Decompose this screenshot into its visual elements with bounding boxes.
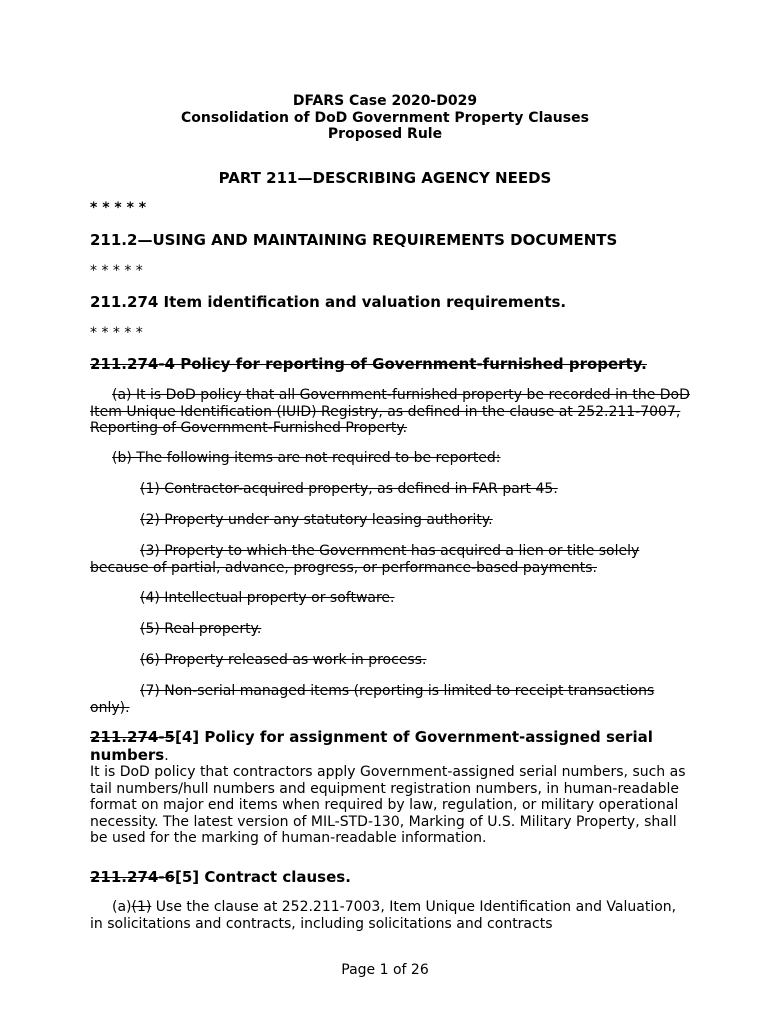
part-title: PART 211—DESCRIBING AGENCY NEEDS [218, 169, 552, 187]
document-header [90, 93, 680, 143]
list-item-text: (1) Contractor-acquired property, as defined in FAR part 45. [140, 481, 558, 497]
stars-separator: * * * * * [90, 263, 143, 279]
section-274-4-title: 211.274-4 Policy for reporting of Government-furnished property. [90, 355, 647, 373]
inserted-number: [5] [174, 868, 200, 886]
list-item [90, 543, 690, 576]
deleted-label: (1) [131, 899, 152, 915]
section-274-5-heading [90, 728, 653, 764]
document-title: Consolidation of DoD Government Property Clauses [181, 109, 589, 126]
paragraph-b-text: (b) The following items are not required to be reported: [112, 450, 501, 466]
paragraph-a [90, 387, 690, 437]
inserted-number: [4] [174, 728, 200, 746]
section-274-6-paragraph-a [90, 899, 690, 932]
list-item-text: (7) Non-serial managed items (reporting is limited to receipt transactions only). [90, 683, 655, 716]
list-item-text: (2) Property under any statutory leasing authority. [140, 512, 493, 528]
paragraph-a-text: Use the clause at 252.211-7003, Item Unique Identification and Valuation, in solicitations and contracts, including solicitations and contracts [90, 899, 677, 932]
paragraph-a-text: (a) It is DoD policy that all Government-furnished property be recorded in the DoD Item Unique Identification (IUID) Registry, as defined in the clause at 252.211-7007, Reporting of Government-Furnished Property. [90, 387, 690, 436]
list-item-text: (6) Property released as work in process. [140, 652, 427, 668]
stars-separator: * * * * * [90, 325, 143, 341]
list-item-text: (5) Real property. [140, 621, 262, 637]
list-item [90, 621, 690, 638]
section-274-6-title: Contract clauses. [199, 868, 351, 886]
section-274-title: 211.274 Item identification and valuation requirements. [90, 293, 567, 311]
page-footer: Page 1 of 26 [341, 962, 429, 978]
list-item [90, 481, 690, 498]
paragraph-b [90, 450, 690, 467]
list-item [90, 512, 690, 529]
subpart-title: 211.2—USING AND MAINTAINING REQUIREMENTS DOCUMENTS [90, 231, 618, 249]
list-item [90, 652, 690, 669]
list-item-text: (3) Property to which the Government has acquired a lien or title solely because of partial, advance, progress, or performance-based payments. [90, 543, 640, 576]
list-item-text: (4) Intellectual property or software. [140, 590, 395, 606]
stars-separator: * * * * * [90, 200, 147, 216]
list-item [90, 590, 690, 607]
list-item [90, 683, 690, 716]
deleted-number: 211.274-5 [90, 728, 175, 746]
section-274-5-title: Policy for assignment of Government-assigned serial numbers [90, 728, 653, 764]
document-subtitle: Proposed Rule [327, 126, 443, 142]
inserted-label: (a) [112, 899, 132, 915]
section-274-6-heading [90, 869, 690, 886]
section-274-5 [90, 729, 690, 847]
case-number: DFARS Case 2020-D029 [292, 93, 478, 109]
deleted-number: 211.274-6 [90, 868, 175, 886]
section-274-5-body: It is DoD policy that contractors apply Government-assigned serial numbers, such as tail numbers/hull numbers and equipment registration numbers, in human-readable format on major end items when required by law, regulation, or military operational necessity. The latest version of MIL-STD-130, Marking of U.S. Military Property, shall be used for the marking of human-readable information. [90, 764, 686, 846]
title-period: . [164, 747, 169, 764]
